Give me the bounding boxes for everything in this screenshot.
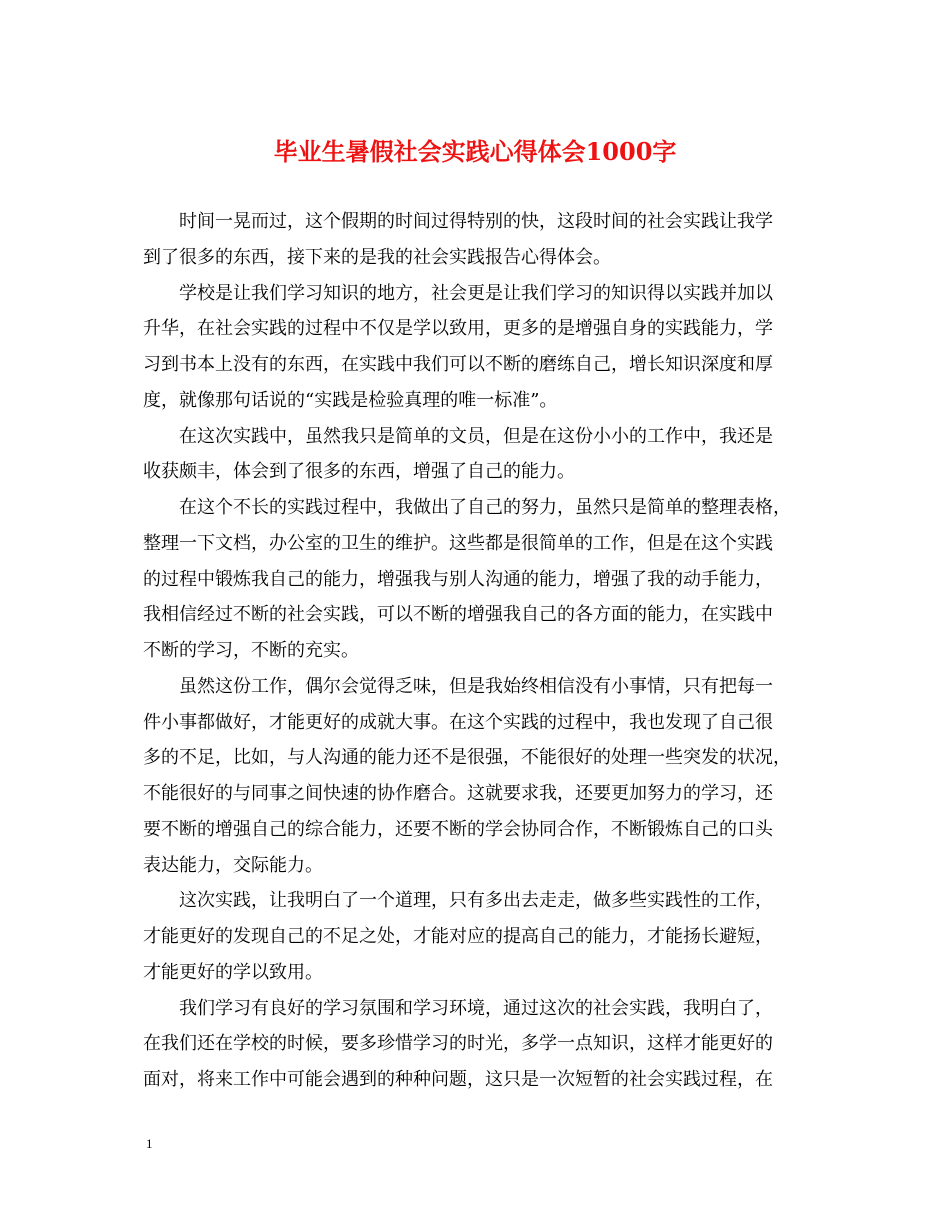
document-title: 毕业生暑假社会实践心得体会1000字: [273, 137, 677, 166]
text-line: 多的不足，比如，与人沟通的能力还不是很强，不能很好的处理一些突发的状况，: [143, 747, 791, 769]
text-line: 虽然这份工作，偶尔会觉得乏味，但是我始终相信没有小事情，只有把每一: [179, 675, 773, 697]
text-line: 习到书本上没有的东西，在实践中我们可以不断的磨练自己，增长知识深度和厚: [143, 354, 773, 375]
page-number: 1: [146, 1136, 153, 1151]
text-line: 时间一晃而过，这个假期的时间过得特别的快，这段时间的社会实践让我学: [179, 211, 773, 232]
text-line: 在这个不长的实践过程中，我做出了自己的努力，虽然只是简单的整理表格，: [179, 497, 791, 518]
text-line: 这次实践，让我明白了一个道理，只有多出去走走，做多些实践性的工作，: [179, 890, 773, 912]
text-line: 要不断的增强自己的综合能力，还要不断的学会协同合作，不断锻炼自己的口头: [143, 818, 773, 840]
text-line: 件小事都做好，才能更好的成就大事。在这个实践的过程中，我也发现了自己很: [143, 711, 773, 733]
text-line: 才能更好的发现自己的不足之处，才能对应的提高自己的能力，才能扬长避短，: [143, 926, 773, 947]
text-line: 学校是让我们学习知识的地方，社会更是让我们学习的知识得以实践并加以: [179, 282, 773, 304]
text-line: 表达能力，交际能力。: [143, 854, 323, 876]
text-line: 在我们还在学校的时候，要多珍惜学习的时光，多学一点知识，这样才能更好的: [143, 1033, 773, 1055]
text-line: 面对，将来工作中可能会遇到的种种问题，这只是一次短暂的社会实践过程，在: [143, 1069, 773, 1090]
text-line: 到了很多的东西，接下来的是我的社会实践报告心得体会。: [143, 246, 611, 268]
text-line: 不能很好的与同事之间快速的协作磨合。这就要求我，还要更加努力的学习，还: [143, 783, 773, 804]
text-line: 度，就像那句话说的“实践是检验真理的唯一标准”。: [143, 389, 558, 411]
text-line: 我相信经过不断的社会实践，可以不断的增强我自己的各方面的能力，在实践中: [143, 604, 773, 626]
text-line: 我们学习有良好的学习氛围和学习环境，通过这次的社会实践，我明白了，: [179, 997, 773, 1019]
text-line: 在这次实践中，虽然我只是简单的文员，但是在这份小小的工作中，我还是: [179, 425, 773, 447]
text-line: 不断的学习，不断的充实。: [143, 640, 359, 661]
text-line: 收获颇丰，体会到了很多的东西，增强了自己的能力。: [143, 461, 575, 483]
document-body: [143, 204, 813, 1098]
text-line: 才能更好的学以致用。: [143, 961, 323, 983]
text-line: 升华，在社会实践的过程中不仅是学以致用，更多的是增强自身的实践能力，学: [143, 318, 773, 340]
text-line: 的过程中锻炼我自己的能力，增强我与别人沟通的能力，增强了我的动手能力，: [143, 568, 773, 590]
text-line: 整理一下文档，办公室的卫生的维护。这些都是很简单的工作，但是在这个实践: [143, 532, 773, 554]
